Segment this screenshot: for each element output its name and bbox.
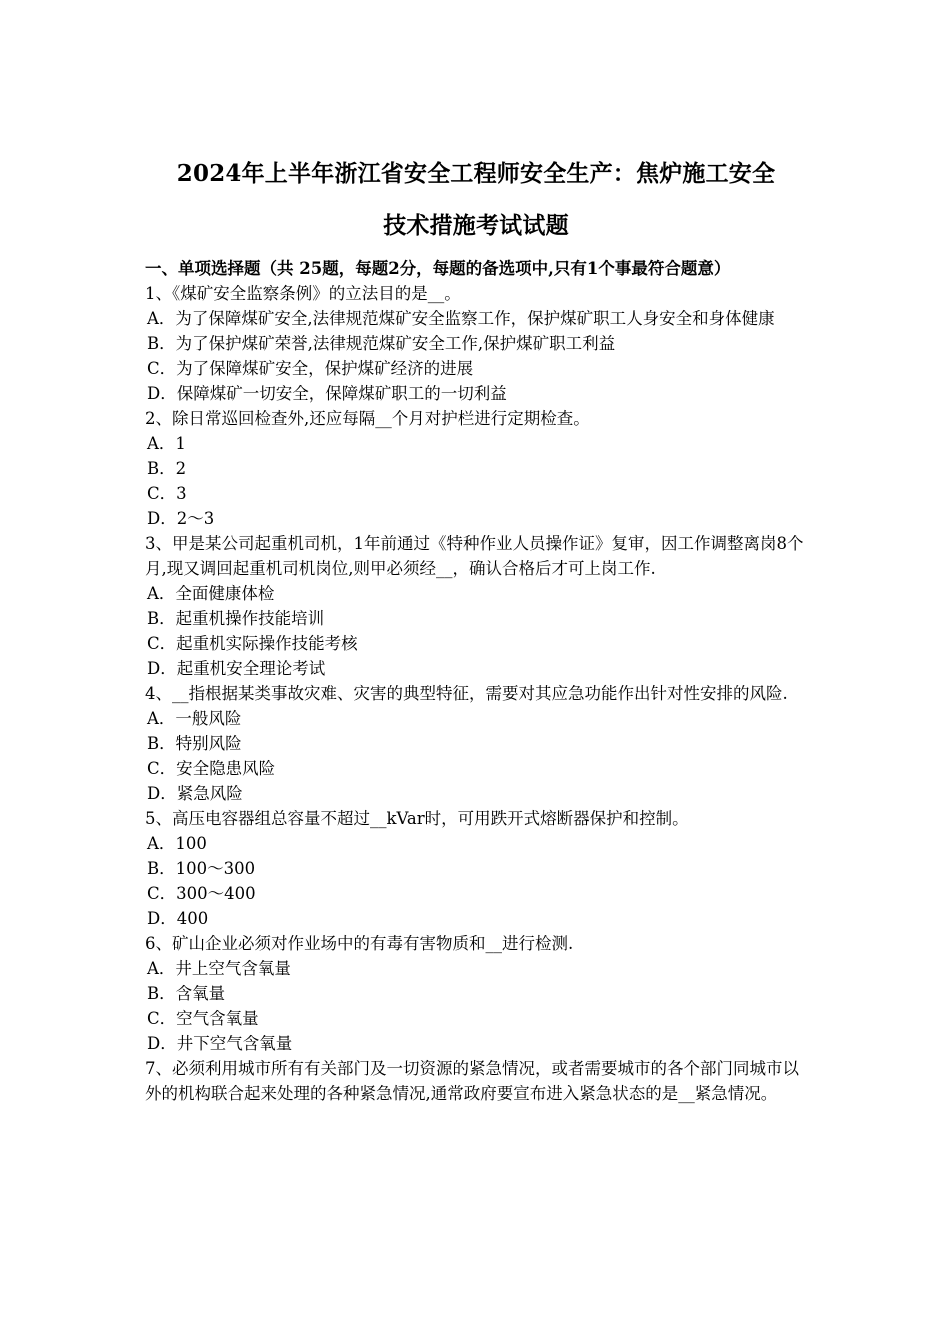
option-text: 空气含氧量 <box>176 1009 259 1028</box>
answer-option <box>145 706 807 731</box>
answer-option <box>145 956 807 981</box>
option-letter: C． <box>147 634 177 653</box>
question-stem: 7、必须利用城市所有有关部门及一切资源的紧急情况，或者需要城市的各个部门同城市以外的机构联合起来处理的各种紧急情况,通常政府要宣布进入紧急状态的是__紧急情况。 <box>145 1059 799 1103</box>
option-letter: C． <box>147 1009 177 1028</box>
option-text: 1 <box>175 434 186 453</box>
option-letter: C． <box>147 359 177 378</box>
option-text: 100 <box>175 834 207 853</box>
question-stem: 1、《煤矿安全监察条例》的立法目的是__。 <box>145 284 461 303</box>
answer-option <box>145 906 807 931</box>
answer-option <box>145 781 807 806</box>
answer-option <box>145 306 807 331</box>
answer-option <box>145 481 807 506</box>
option-letter: A． <box>147 584 176 603</box>
question-block <box>145 531 807 681</box>
option-letter: A． <box>147 434 176 453</box>
option-text: 为了保障煤矿安全，保护煤矿经济的进展 <box>176 359 474 378</box>
option-text: 井上空气含氧量 <box>175 959 291 978</box>
option-text: 为了保护煤矿荣誉,法律规范煤矿安全工作,保护煤矿职工利益 <box>175 334 616 353</box>
option-text: 300～400 <box>176 884 256 903</box>
question-block <box>145 1056 807 1106</box>
answer-option <box>145 631 807 656</box>
answer-option <box>145 656 807 681</box>
option-letter: D． <box>147 384 177 403</box>
question-stem: 3、甲是某公司起重机司机，1年前通过《特种作业人员操作证》复审，因工作调整离岗8个月,现又调回起重机司机岗位,则甲必须经__，确认合格后才可上岗工作. <box>145 534 804 578</box>
option-letter: A． <box>147 309 176 328</box>
answer-option <box>145 356 807 381</box>
option-letter: B． <box>147 859 176 878</box>
question-stem: 5、高压电容器组总容量不超过__kVar时，可用跌开式熔断器保护和控制。 <box>145 809 689 828</box>
answer-option <box>145 731 807 756</box>
option-text: 一般风险 <box>175 709 242 728</box>
option-letter: C． <box>147 759 177 778</box>
option-text: 为了保障煤矿安全,法律规范煤矿安全监察工作，保护煤矿职工人身安全和身体健康 <box>175 309 775 328</box>
question-stem: 4、__指根据某类事故灾难、灾害的典型特征，需要对其应急功能作出针对性安排的风险. <box>145 684 788 703</box>
option-letter: B． <box>147 734 176 753</box>
option-letter: D． <box>147 784 177 803</box>
option-text: 2 <box>175 459 187 478</box>
option-letter: B． <box>147 984 176 1003</box>
option-letter: C． <box>147 884 177 903</box>
title-line-2: 技术措施考试试题 <box>383 212 569 239</box>
question-block <box>145 931 807 1056</box>
option-text: 100～300 <box>175 859 256 878</box>
option-text: 含氧量 <box>175 984 226 1003</box>
option-letter: A． <box>147 834 176 853</box>
answer-option <box>145 1031 807 1056</box>
option-text: 3 <box>176 484 187 503</box>
answer-option <box>145 606 807 631</box>
answer-option <box>145 581 807 606</box>
question-block <box>145 681 807 806</box>
question-list <box>145 281 807 1106</box>
option-text: 400 <box>176 909 209 928</box>
answer-option <box>145 381 807 406</box>
option-letter: D． <box>147 909 177 928</box>
option-text: 紧急风险 <box>176 784 243 803</box>
answer-option <box>145 756 807 781</box>
answer-option <box>145 1006 807 1031</box>
option-letter: B． <box>147 459 176 478</box>
document-title <box>145 148 807 252</box>
option-letter: A． <box>147 709 176 728</box>
question-block <box>145 406 807 531</box>
option-text: 井下空气含氧量 <box>176 1034 293 1053</box>
option-text: 安全隐患风险 <box>176 759 276 778</box>
option-letter: C． <box>147 484 177 503</box>
section-heading: 一、单项选择题（共 25题，每题2分，每题的备选项中,只有1个事最符合题意） <box>145 259 731 278</box>
option-text: 起重机安全理论考试 <box>176 659 326 678</box>
option-letter: A． <box>147 959 176 978</box>
answer-option <box>145 431 807 456</box>
option-text: 起重机操作技能培训 <box>175 609 325 628</box>
option-text: 特别风险 <box>175 734 242 753</box>
option-letter: D． <box>147 659 177 678</box>
question-block <box>145 281 807 406</box>
answer-option <box>145 981 807 1006</box>
option-letter: D． <box>147 509 177 528</box>
option-letter: D． <box>147 1034 177 1053</box>
option-text: 起重机实际操作技能考核 <box>176 634 358 653</box>
question-stem: 2、除日常巡回检查外,还应每隔__个月对护栏进行定期检查。 <box>145 409 590 428</box>
document-page <box>145 148 807 1106</box>
option-text: 全面健康体检 <box>175 584 275 603</box>
question-block <box>145 806 807 931</box>
title-line-1: 2024年上半年浙江省安全工程师安全生产：焦炉施工安全 <box>176 160 776 187</box>
answer-option <box>145 881 807 906</box>
option-letter: B． <box>147 609 176 628</box>
option-text: 2～3 <box>176 509 215 528</box>
answer-option <box>145 456 807 481</box>
answer-option <box>145 856 807 881</box>
option-letter: B． <box>147 334 176 353</box>
answer-option <box>145 331 807 356</box>
question-stem: 6、矿山企业必须对作业场中的有毒有害物质和__进行检测. <box>145 934 574 953</box>
answer-option <box>145 506 807 531</box>
option-text: 保障煤矿一切安全，保障煤矿职工的一切利益 <box>176 384 507 403</box>
answer-option <box>145 831 807 856</box>
